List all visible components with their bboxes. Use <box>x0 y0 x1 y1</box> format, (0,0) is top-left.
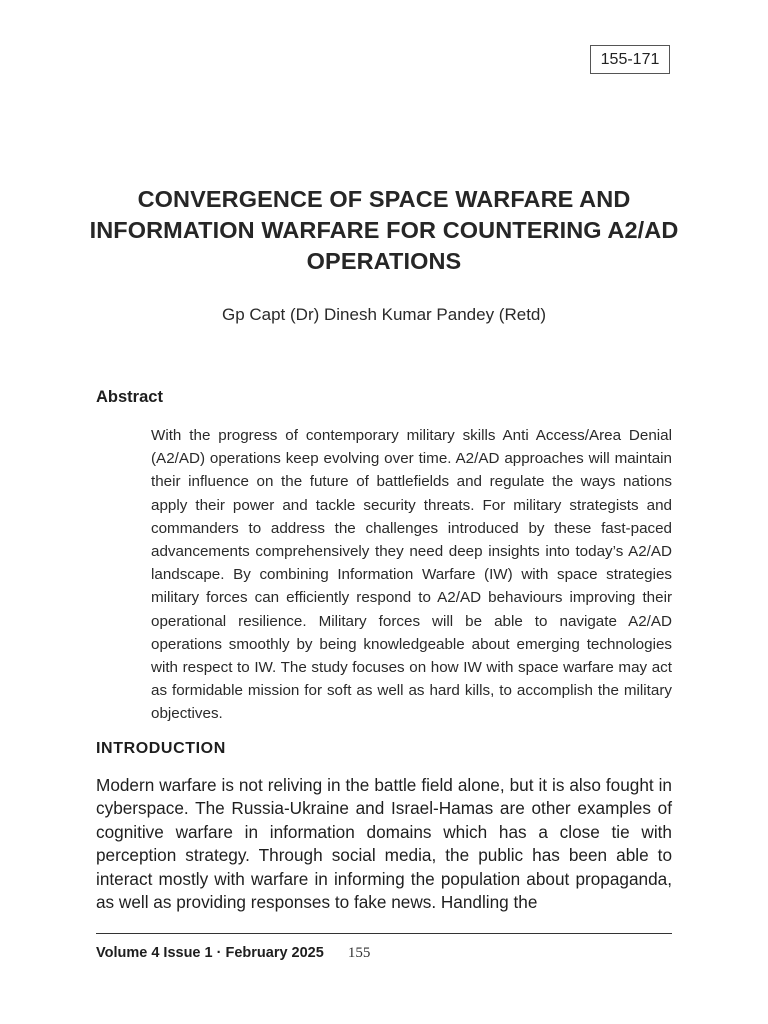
introduction-text: Modern warfare is not reliving in the battle field alone, but it is also fought in cyberspace. The Russia-Ukraine and Israel-Hamas are other examples of cognitive warfare in information domains which has a close tie with perception strategy. Through social media, the public has been able to interact mostly with warfare in informing the population about propaganda, as well as providing responses to fake news. Handling the <box>96 775 672 913</box>
footer-divider <box>96 933 672 934</box>
footer-page-number: 155 <box>347 945 371 961</box>
page-footer <box>96 943 370 963</box>
abstract-heading: Abstract <box>96 388 163 406</box>
paper-title: CONVERGENCE OF SPACE WARFARE AND INFORMATION WARFARE FOR COUNTERING A2/AD OPERATIONS <box>89 186 679 274</box>
footer-issue-info: Volume 4 Issue 1 · February 2025 <box>96 945 324 961</box>
page-range-box: 155-171 <box>590 45 670 74</box>
introduction-heading: INTRODUCTION <box>96 740 226 757</box>
abstract-text: With the progress of contemporary military skills Anti Access/Area Denial (A2/AD) operations keep evolving over time. A2/AD approaches will maintain their influence on the future of battlefields and regulate the ways nations apply their power and tackle security threats. For military strategists and commanders to address the challenges introduced by these fast-paced advancements comprehensively they need deep insights into today’s A2/AD landscape. By combining Information Warfare (IW) with space strategies military forces can efficiently respond to A2/AD behaviours improving their operational resilience. Military forces will be able to navigate A2/AD operations smoothly by being knowledgeable about emerging technologies with respect to IW. The study focuses on how IW with space warfare may act as formidable mission for soft as well as hard kills, to accomplish the military objectives. <box>151 427 672 723</box>
author-line: Gp Capt (Dr) Dinesh Kumar Pandey (Retd) <box>221 305 547 324</box>
